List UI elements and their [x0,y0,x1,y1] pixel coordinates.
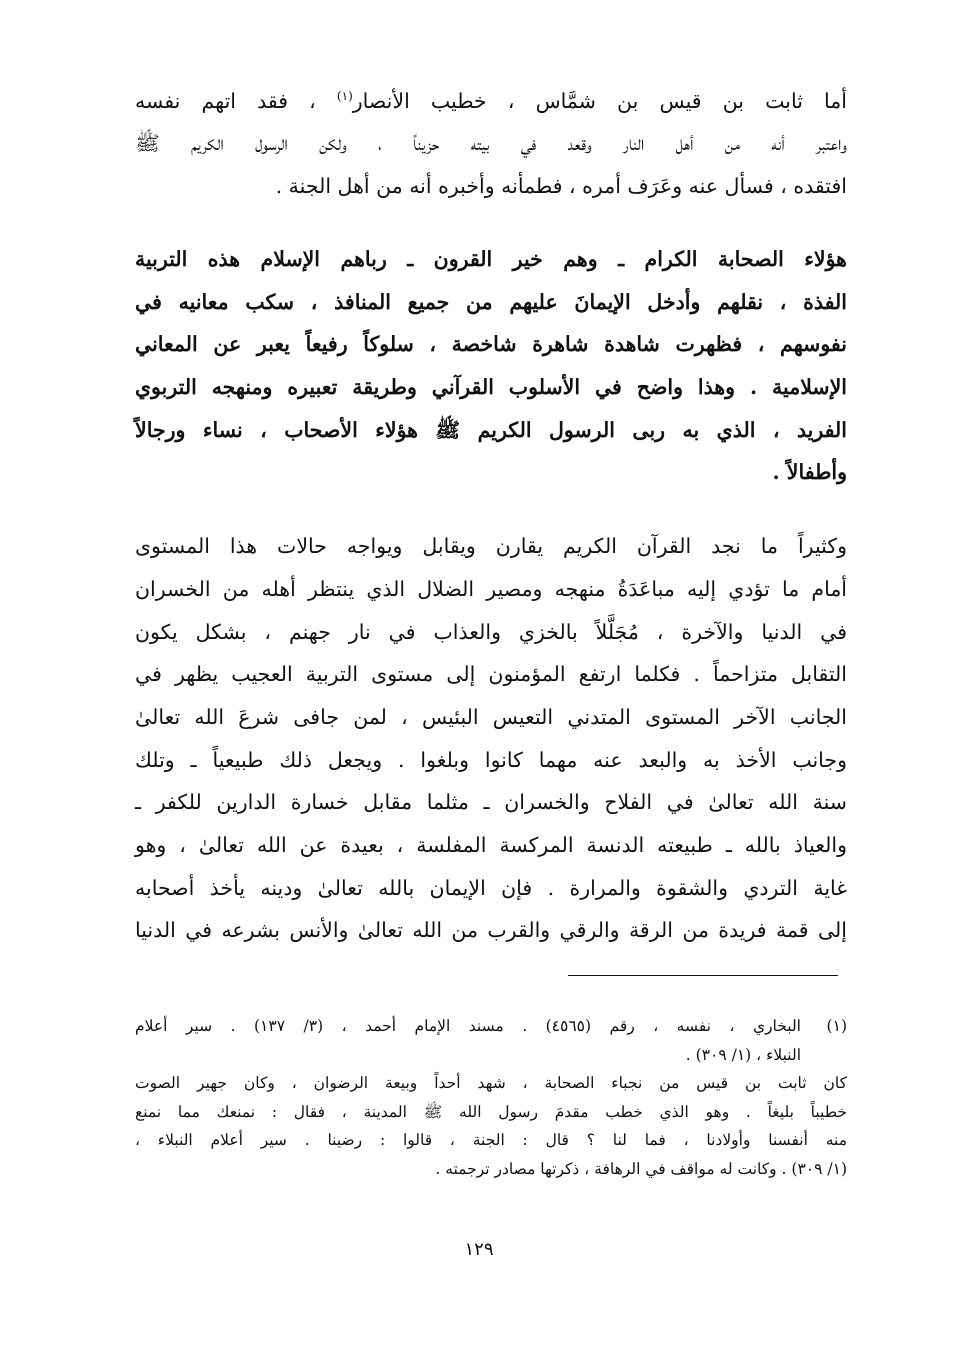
paragraph-thabit [135,80,847,207]
footnote-line: النبلاء ، (١/ ٣٠٩) . [685,1045,801,1064]
text-line: في الدنيا والآخرة ، مُجَلَّلاً بالخزي والعذاب في نار جهنم ، بشكل يكون [135,619,847,644]
page-number: ١٢٩ [464,1239,494,1260]
footnote-biography [135,1069,847,1183]
footnote-line: البخاري ، نفسه ، رقم (٤٥٦٥) . مسند الإمام أحمد ، (٣/ ١٣٧) . سير أعلام [135,1017,801,1035]
footnote-line: كان ثابت بن قيس من نجباء الصحابة ، شهد أحداً وبيعة الرضوان ، وكان جهير الصوت [135,1074,847,1093]
footnote-reference: (١) [336,89,353,104]
text-line: الإسلامية . وهذا واضح في الأسلوب القرآني وطريقة تعبيره ومنهجه التربوي [135,375,847,399]
text-line: الجانب الآخر المستوى المتدني التعيس البئيس ، لمن جافى شرعَ الله تعالىٰ [135,704,847,729]
footnote-line: (١/ ٣٠٩) . وكانت له مواقف في الرهافة ، ذكرتها مصادر ترجمته . [435,1159,847,1178]
main-text [135,80,847,952]
text-line: سنة الله تعالىٰ في الفلاح والخسران ـ مثلما مقابل خسارة الدارين للكفر ـ [135,790,847,815]
footnote-divider [568,975,838,976]
text-line: نفوسهم ، فظهرت شاهدة شاهرة شاخصة ، سلوكاً رفيعاً يعبر عن المعاني [135,332,847,357]
text-line: أمام ما تؤدي إليه مباعَدَةُ منهجه ومصير الضلال الذي ينتظر أهله من الخسران [135,576,847,601]
footnotes [135,1012,847,1184]
text-line: الفريد ، الذي به ربى الرسول الكريم ﷺ هؤلاء الأصحاب ، نساء ورجالاً [135,417,847,442]
paragraph-quran-contrast [135,525,847,952]
footnote-line: خطيباً بليغاً . وهو الذي خطب مقدمَ رسول الله ﷺ المدينة ، فقال : نمنعك مما نمنع [135,1102,847,1121]
text-line: وكثيراً ما نجد القرآن الكريم يقارن ويقابل ويواجه حالات هذا المستوى [135,534,847,559]
text-line: وأطفالاً . [772,460,847,485]
footnote-number: (١) [826,1017,847,1035]
text-line: واعتبر أنه من أهل النار وقعد في بيته حزيناً ، ولكن الرسول الكريم ﷺ [135,131,847,156]
footnote-line: منه أنفسنا وأولادنا ، فما لنا ؟ قال : الجنة ، قالوا : رضينا . سير أعلام النبلاء ، [135,1131,847,1150]
text-line: هؤلاء الصحابة الكرام ـ وهم خير القرون ـ رباهم الإسلام هذه التربية [135,246,847,271]
paragraph-companions-bold [135,238,847,494]
text-line: وجانب الأخذ به والبعد عنه مهما كانوا وبلغوا . ويجعل ذلك طبيعياً ـ وتلك [135,747,847,772]
text-line: والعياذ بالله ـ طبيعته الدنسة المركسة المفلسة ، بعيدة عن الله تعالىٰ ، وهو [135,833,847,858]
text-line: إلى قمة فريدة من الرقة والرقي والقرب من الله تعالىٰ والأنس بشرعه في الدنيا [135,918,847,943]
text-line: الفذة ، نقلهم وأدخل الإيمانَ عليهم من جميع المنافذ ، سكب معانيه في [135,289,847,314]
text-line: التقابل متزاحماً . فكلما ارتفع المؤمنون إلى مستوى التربية العجيب يظهر في [135,662,847,687]
text-line: غاية التردي والشقوة والمرارة . فإن الإيمان بالله تعالىٰ ودينه يأخذ أصحابه [135,875,847,900]
text-line: افتقده ، فسأل عنه وعَرَف أمره ، فطمأنه وأخبره أنه من أهل الجنة . [275,173,847,198]
footnote-source [135,1012,801,1069]
text-line: أما ثابت بن قيس بن شمَّاس ، خطيب الأنصار$^{(١)}$ ، فقد اتهم نفسه [135,89,847,113]
